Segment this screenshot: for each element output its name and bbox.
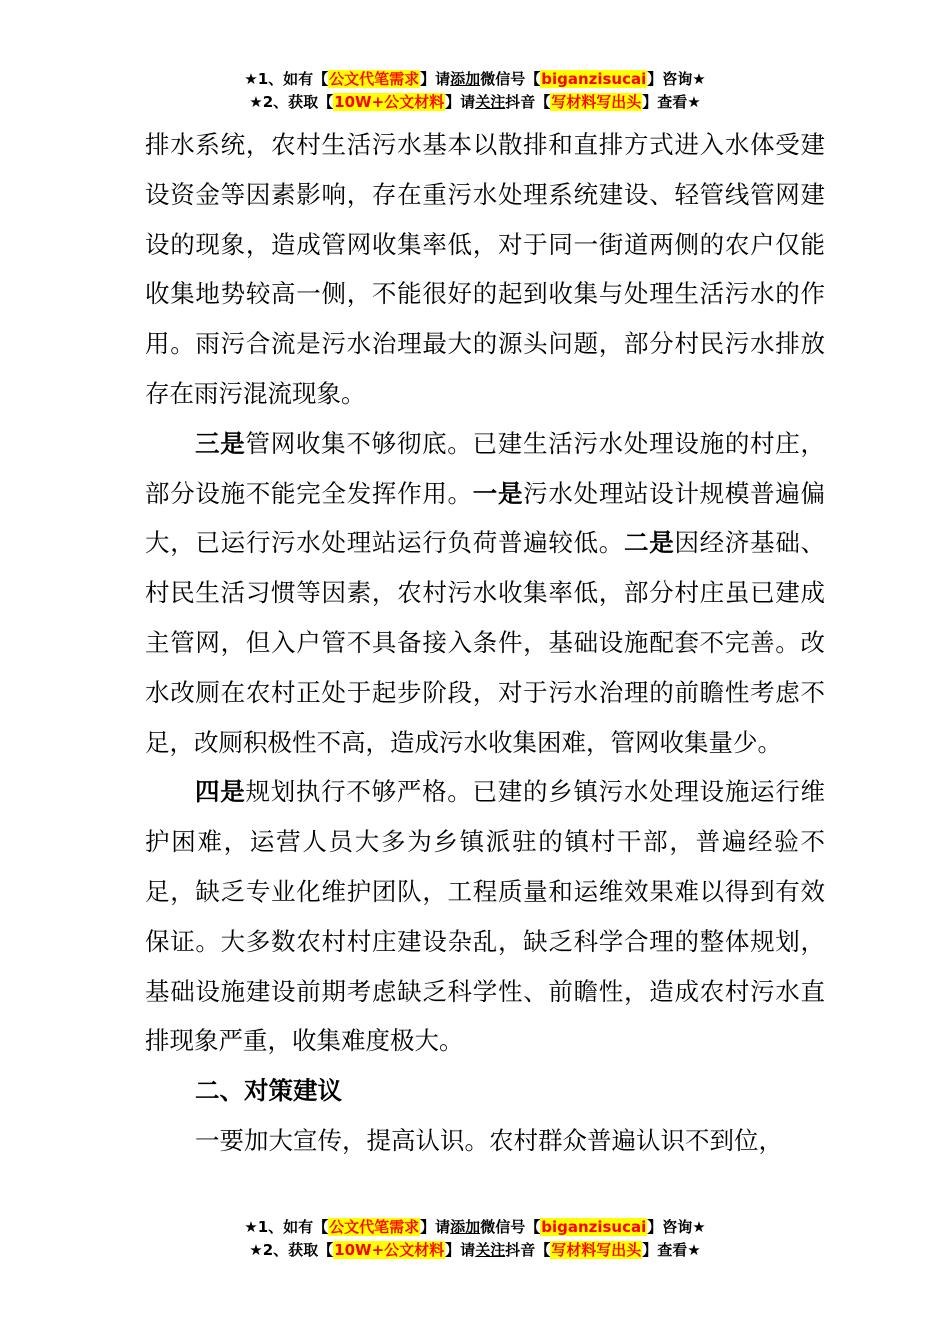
bold-lead: 三是 <box>195 428 246 458</box>
star-icon: ★ <box>249 93 263 111</box>
banner-text: 】请 <box>445 93 476 111</box>
paragraph-1: 排水系统，农村生活污水基本以散排和直排方式进入水体受建设资金等因素影响，存在重污水处理系统建设、轻管线管网建设的现象，造成管网收集率低，对于同一街道两侧的农户仅能收集地势较高一侧，不能很好的起到收集与处理生活污水的作用。雨污合流是污水治理最大的源头问题，部分村民污水排放存在雨污混流现象。 <box>145 130 825 408</box>
banner-text: 2、获取【 <box>262 93 334 111</box>
paragraph-text: 管网收集不够彻底。已建生活污水处理设施的村庄，部分设施不能完全发挥作用。 <box>145 428 826 508</box>
paragraph-4: 一要加大宣传，提高认识。农村群众普遍认识不到位， <box>195 1125 783 1155</box>
banner-text: 】咨询 <box>647 70 693 88</box>
bold-lead: 四是 <box>195 777 246 807</box>
banner-text: 微信号【 <box>480 1218 541 1236</box>
banner-text: 】请 <box>420 70 451 88</box>
banner-line-1 <box>0 68 950 91</box>
highlight-service: 公文代笔需求 <box>329 1218 420 1236</box>
banner-text: 】查看 <box>642 93 688 111</box>
highlight-wechat-id: biganzisucai <box>541 70 647 88</box>
star-icon: ★ <box>692 70 706 88</box>
footer-banner <box>0 1216 950 1262</box>
star-icon: ★ <box>687 93 701 111</box>
banner-text: 】查看 <box>642 1241 688 1259</box>
star-icon: ★ <box>692 1218 706 1236</box>
underlined-word: 关注 <box>475 1241 506 1259</box>
banner-text: 1、如有【 <box>257 1218 329 1236</box>
paragraph-text: 规划执行不够严格。已建的乡镇污水处理设施运行维护困难，运营人员大多为乡镇派驻的镇村干部，普遍经验不足，缺乏专业化维护团队，工程质量和运维效果难以得到有效保证。大多数农村村庄建设杂乱，缺乏科学合理的整体规划，基础设施建设前期考虑缺乏科学性、前瞻性，造成农村污水直排现象严重，收集难度极大。 <box>145 777 826 1056</box>
banner-text: 2、获取【 <box>262 1241 334 1259</box>
underlined-word: 添加 <box>450 70 481 88</box>
paragraph-text: 污水处理站设计规模普遍偏大，已运行污水处理站运行负荷普遍较低。 <box>145 478 826 558</box>
banner-line-1 <box>0 1216 950 1239</box>
banner-text: 】咨询 <box>647 1218 693 1236</box>
banner-text: 微信号【 <box>480 70 541 88</box>
banner-text: 1、如有【 <box>257 70 329 88</box>
section-heading: 二、对策建议 <box>195 1076 342 1106</box>
paragraph-text: 因经济基础、村民生活习惯等因素，农村污水收集率低，部分村庄虽已建成主管网，但入户管不具备接入条件，基础设施配套不完善。改水改厕在农村正处于起步阶段，对于污水治理的前瞻性考虑不足，改厕积极性不高，造成污水收集困难，管网收集量少。 <box>145 528 826 757</box>
highlight-wechat-id: biganzisucai <box>541 1218 647 1236</box>
header-banner <box>0 68 950 114</box>
star-icon: ★ <box>249 1241 263 1259</box>
underlined-word: 添加 <box>450 1218 481 1236</box>
paragraph-3 <box>145 767 825 1066</box>
banner-line-2 <box>0 91 950 114</box>
highlight-douyin: 写材料写出头 <box>551 93 642 111</box>
underlined-word: 关注 <box>475 93 506 111</box>
bold-lead: 一是 <box>472 478 524 508</box>
highlight-materials: 10W+公文材料 <box>334 93 445 111</box>
highlight-service: 公文代笔需求 <box>329 70 420 88</box>
highlight-materials: 10W+公文材料 <box>334 1241 445 1259</box>
star-icon: ★ <box>687 1241 701 1259</box>
banner-text: 】请 <box>420 1218 451 1236</box>
banner-text: 】请 <box>445 1241 476 1259</box>
bold-lead: 二是 <box>624 528 675 558</box>
document-body <box>145 120 825 1166</box>
banner-text: 抖音【 <box>505 1241 551 1259</box>
banner-text: 抖音【 <box>505 93 551 111</box>
star-icon: ★ <box>244 70 258 88</box>
paragraph-2 <box>145 419 825 768</box>
banner-line-2 <box>0 1239 950 1262</box>
highlight-douyin: 写材料写出头 <box>551 1241 642 1259</box>
star-icon: ★ <box>244 1218 258 1236</box>
